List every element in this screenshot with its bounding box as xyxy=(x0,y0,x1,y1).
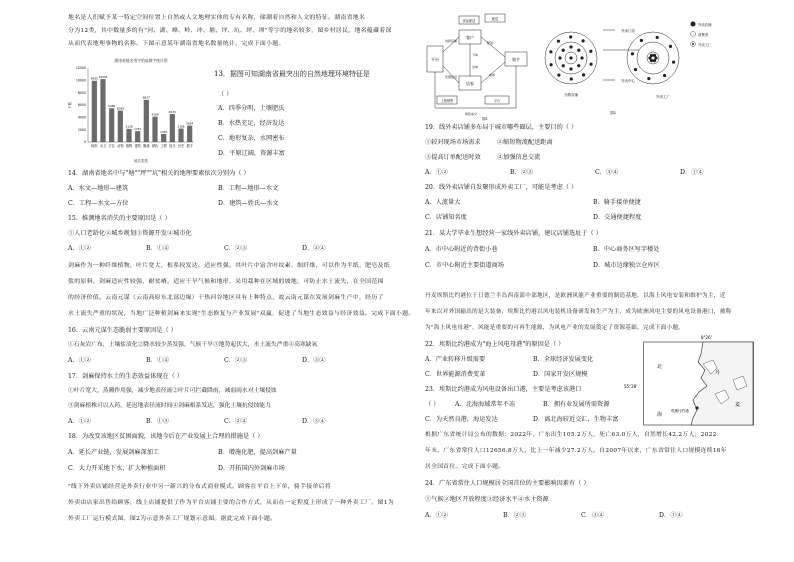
svg-text:出单: 出单 xyxy=(472,65,479,69)
chart-ytick-label: 10000 xyxy=(75,78,86,83)
q16-items: ①石灰岩广布，土壤盐渍化②降水较少蒸发强，气候干旱③地势起伏大，水土流失严重④高寒缺氧 xyxy=(68,342,318,348)
q23-option-b[interactable]: B．拥有业发展所需资源 xyxy=(543,401,610,408)
chart-value-label: 2186 xyxy=(177,124,185,129)
map-port-label: 埃斯比约港 xyxy=(671,409,689,413)
store-dot xyxy=(558,56,561,59)
q24-option-a[interactable]: A．①② xyxy=(425,512,449,519)
svg-text:平台: 平台 xyxy=(493,99,501,103)
q20-option-a[interactable]: A．人流量大 xyxy=(425,199,461,206)
q16-option-c[interactable]: C．②③ xyxy=(224,357,248,364)
q15-option-d[interactable]: D．②④ xyxy=(302,245,326,252)
chart-ytick-label: 12000 xyxy=(75,66,86,71)
q17-stem: 17．剑麻保持水土的生态效益体现在（ ） xyxy=(68,373,184,380)
chart-ytick-label: 0 xyxy=(83,140,86,145)
svg-text:外卖店铺: 外卖店铺 xyxy=(698,23,712,27)
chart-category-label: 地形 xyxy=(91,144,98,148)
q24-option-d[interactable]: D．①④ xyxy=(659,512,683,519)
figure-1-delivery-model xyxy=(425,12,545,120)
store-dot xyxy=(562,49,565,52)
passage3-line-1: "线下外卖店铺经营是外卖行业中另一新兴的分布式商业模式。顾客在平台上下单，骑手接单后将 xyxy=(68,484,332,490)
passage4-line-1: 丹麦埃斯比约港位于日德兰半岛西南部中部地区，是欧洲风能产业重要的制造基地，以海上风电安装和维护为主，近 xyxy=(425,293,726,299)
q14-option-c[interactable]: C．工程—水文—方位 xyxy=(68,200,129,207)
q15-items: ①人口老龄化②城乡规划③资源开发④城市化 xyxy=(68,230,192,237)
q24-stem: 24．广东省常住人口规模居全国首位的主要影响因素有（ ） xyxy=(425,480,590,487)
place-name-bar-chart xyxy=(68,54,198,166)
passage4-line-3: 为"海上风电母港"。风能是重要的可再生能源，为风电产业的发展奠定了资源基础。完成下面小题。 xyxy=(425,325,685,331)
chart-value-label: 4109 xyxy=(151,112,159,117)
svg-text:平台: 平台 xyxy=(431,57,439,62)
map-land-char: 丹 xyxy=(715,370,721,376)
store-dot xyxy=(650,54,653,57)
q19-item-3: ③提高订单配送时效 xyxy=(425,154,481,161)
chart-value-label: 2654 xyxy=(186,121,194,126)
chart-category-label: 姓氏 xyxy=(169,144,176,148)
q23-option-a[interactable]: A．北海海域常年不冻 xyxy=(455,401,516,408)
map-country-char: 麦 xyxy=(735,402,741,408)
chart-ytick-label: 4000 xyxy=(77,115,86,120)
q18-option-c[interactable]: C．大力开采地下水，扩大种植面积 xyxy=(68,465,166,472)
q18-stem: 18．为改变该地区贫困面貌，该地今后在产业发展上合理的措施是（ ） xyxy=(68,433,264,440)
map-sea: 海 xyxy=(657,412,663,418)
svg-text:接单: 接单 xyxy=(489,73,496,77)
q17-option-b[interactable]: B．①③ xyxy=(146,418,170,425)
chart-title: 湖南省地名用字的高频字统计图 xyxy=(114,58,168,63)
store-dot xyxy=(569,67,572,70)
passage2-line-2: 浆的原料。剑麻适应性较强，耐贫瘠，适应干旱气候和地形，采用栽种在区域的坡地，可防止水土流失，在全国范围 xyxy=(68,279,384,285)
q17-option-c[interactable]: C．②④ xyxy=(224,418,248,425)
store-dot xyxy=(549,50,552,53)
chart-bar-9 xyxy=(170,114,175,142)
chart-bar-1 xyxy=(100,79,105,142)
chart-ytick-label: 8000 xyxy=(77,90,86,95)
q14-option-d[interactable]: D．建筑—姓氏—水文 xyxy=(218,200,279,207)
q15-stem: 15．推测地名消失的主要原因是（ ） xyxy=(68,215,171,222)
fig2-caption: 图2 xyxy=(610,111,616,115)
q17-option-a[interactable]: A．①② xyxy=(68,418,92,425)
chart-category-label: 历史 xyxy=(177,144,185,148)
intro-line-1: 地名是人们赋予某一特定空间位置上自然或人文地理实体的专有名称，储潮着自然和人文的特征。湖南省地名 xyxy=(68,15,366,21)
fig2-caption-factory: 外卖工厂 xyxy=(656,95,670,99)
svg-text:客户: 客户 xyxy=(466,35,474,40)
store-dot xyxy=(569,45,572,48)
q13-stem: 13．据图可知湖南省最突出的自然地理环境特征是 xyxy=(214,70,370,78)
passage5-line-1: 根据广东省统计局公布的数据：2022年，广东出生105.2万人，死亡63.0万人，自然增长42.2万人；2022 xyxy=(425,432,717,438)
svg-text:上报销售: 上报销售 xyxy=(440,99,454,103)
store-dot xyxy=(653,59,656,62)
label-delivery-store: 外卖门店 xyxy=(621,29,635,33)
store-dot xyxy=(663,74,666,77)
store-dot xyxy=(562,64,565,67)
store-dot xyxy=(580,56,583,59)
store-dot xyxy=(672,61,675,64)
store-dot xyxy=(577,64,580,67)
svg-text:消费者: 消费者 xyxy=(698,33,709,37)
chart-bar-11 xyxy=(187,126,192,142)
svg-text:外卖工厂: 外卖工厂 xyxy=(698,43,712,47)
chart-value-label: 2128 xyxy=(125,124,133,129)
q19-stem: 19．线外卖店铺多布局于城市哪些圈层，主要目的（ ） xyxy=(425,124,578,131)
q22-option-a[interactable]: A．产业转移升级需要 xyxy=(425,356,486,363)
svg-text:选择店铺: 选择店铺 xyxy=(445,39,458,43)
q21-option-b[interactable]: B．中心商务区写字楼处 xyxy=(593,246,660,253)
store-dot xyxy=(569,56,572,59)
q19-option-a[interactable]: A．①② xyxy=(425,169,449,176)
q23-paren: （ ） xyxy=(425,401,440,408)
chart-ytick-label: 6000 xyxy=(77,103,86,108)
q14-option-a[interactable]: A．水文—地形—建筑 xyxy=(68,185,129,192)
chart-value-label: 1305 xyxy=(160,129,168,134)
q16-option-d[interactable]: D．③④ xyxy=(302,357,326,364)
chart-category-label: 颜色 xyxy=(151,144,159,148)
store-dot xyxy=(557,74,560,77)
q16-option-b[interactable]: B．①④ xyxy=(146,357,170,364)
fig2-legend xyxy=(691,22,713,48)
passage3-line-2: 外卖由店家出售给顾客，线上店铺提供了作为平台店铺主要的合作方式，从而在一定程度上形成了一种外卖工厂。图1为 xyxy=(68,500,394,506)
q16-option-a[interactable]: A．①② xyxy=(68,357,92,364)
q14-stem: 14．湖南省地名中与"塘""坪""坑"相关的地理要素依次分别为（ ） xyxy=(68,170,250,177)
chart-bar-6 xyxy=(144,100,149,142)
svg-text:优惠信息: 优惠信息 xyxy=(445,75,458,79)
q17-items-1: ①叶片宽大，蒸腾作用强，减少地表径流②叶片可拦截降雨，减弱雨水对土壤侵蚀 xyxy=(68,388,277,394)
store-dot xyxy=(582,39,585,42)
svg-text:配送: 配送 xyxy=(487,41,494,45)
chart-bar-0 xyxy=(92,81,97,142)
chart-value-label: 1751 xyxy=(134,127,142,132)
q24-option-b[interactable]: B．②③ xyxy=(503,512,527,519)
q20-stem: 20．线外卖店铺自发聚形成外卖工厂，可能是考虑（ ） xyxy=(425,184,578,191)
intro-line-3: 从而代表地理事物的名称。下图示意某年湖南省地名数量统计。完成下面小题。 xyxy=(68,41,285,47)
q15-option-a[interactable]: A．①② xyxy=(68,245,92,252)
q19-item-1: ①较对现场市场需求 xyxy=(425,139,481,146)
map-lon: 8°26' xyxy=(701,335,712,340)
left-column xyxy=(68,0,415,562)
chart-bar-4 xyxy=(126,129,131,142)
fig2-caption-scattered: 分散店铺 xyxy=(564,93,578,97)
q18-option-b[interactable]: B．增施化肥，提高剑麻产量 xyxy=(218,449,297,456)
q18-option-a[interactable]: A．延长产业链，发展剑麻深加工 xyxy=(68,449,160,456)
label-delivery-center: 外卖中心 xyxy=(621,79,635,83)
q22-stem: 22．埃斯比约港成为"海上风电母港"的原因是（ ） xyxy=(425,341,565,348)
chart-bar-5 xyxy=(135,131,140,142)
q20-option-c[interactable]: C．店铺知名度 xyxy=(425,214,467,221)
chart-value-label: 9935 xyxy=(90,76,98,81)
port-marker xyxy=(695,406,698,409)
passage5-line-2: 年末，广东省常住人口12656.8万人，比上一年减少27.2万人。自2007年以来，广东省常住人口规模连续16年 xyxy=(425,448,727,454)
q15-option-b[interactable]: B．①④ xyxy=(146,245,170,252)
chart-category-label: 水文 xyxy=(99,144,107,148)
svg-text:骑手: 骑手 xyxy=(512,57,520,62)
q24-option-c[interactable]: C．③④ xyxy=(581,512,605,519)
q17-option-d[interactable]: D．③④ xyxy=(302,418,326,425)
q21-option-a[interactable]: A．市中心附近的背街小巷 xyxy=(425,246,498,253)
store-dot xyxy=(640,39,643,42)
chart-xlabel: 地名类型 xyxy=(134,159,148,163)
chart-ytick-label: 2000 xyxy=(77,127,86,132)
passage5-line-3: 居全国首位。完成下面小题。 xyxy=(425,464,505,470)
chart-category-label: 聚落 xyxy=(143,144,150,148)
chart-category-label: 方位 xyxy=(108,144,115,148)
store-dot xyxy=(569,35,572,38)
store-dot xyxy=(634,68,637,71)
q19-option-d[interactable]: D．①④ xyxy=(680,169,704,176)
chart-bar-8 xyxy=(161,134,166,142)
svg-text:配送: 配送 xyxy=(491,17,499,21)
chart-category-label: 植物 xyxy=(125,144,133,148)
right-column xyxy=(425,0,770,562)
q15-option-c[interactable]: C．②③ xyxy=(224,245,248,252)
q18-option-d[interactable]: D．开拓国内外剑麻市场 xyxy=(218,465,285,472)
passage4-line-2: 年来以对外国输出的是大装备，埃斯比约港以风电装机设备研发和生产为主，成为欧洲风电主要的风电设备港口，被称 xyxy=(425,309,732,315)
store-dot xyxy=(582,73,585,76)
svg-text:销售成交: 销售成交 xyxy=(465,112,478,116)
q22-option-d[interactable]: D．国家开发区规模 xyxy=(533,371,588,378)
chart-category-label: 工程 xyxy=(160,144,167,148)
q23-option-d[interactable]: D．离北海较近交汇，生物丰富 xyxy=(533,416,619,423)
store-dot xyxy=(631,52,634,55)
chart-value-label: 10203 xyxy=(98,74,108,79)
store-dot xyxy=(577,49,580,52)
chart-bar-10 xyxy=(178,129,183,142)
q22-option-c[interactable]: C．世界能源消费变革 xyxy=(425,371,486,378)
q22-option-b[interactable]: B．全球经济发展变化 xyxy=(533,356,594,363)
store-dot xyxy=(557,40,560,43)
svg-text:食品配送: 食品配送 xyxy=(462,19,476,23)
store-dot xyxy=(647,77,650,80)
q13-option-a[interactable]: A．四季分明，土壤肥沃 xyxy=(218,105,285,112)
svg-text:店家: 店家 xyxy=(466,81,474,86)
passage2-line-1: 剑麻作为一种纤维植物，叶片宽大，根系较发达，适应性强。其叶片中富含叶纹素、细纤维，可以作为半纸、肥皂及纸 xyxy=(68,263,390,269)
chart-category-label: 建筑 xyxy=(134,144,141,148)
q19-item-4: ④加强信息交流 xyxy=(497,154,541,161)
svg-text:下单: 下单 xyxy=(472,53,479,57)
chart-value-label: 5089 xyxy=(116,106,124,111)
q13-option-b[interactable]: B．水热充足，经济发达 xyxy=(218,120,285,127)
store-dot xyxy=(589,63,592,66)
chart-value-label: 6827 xyxy=(142,95,150,100)
store-dot xyxy=(656,36,659,39)
q17-items-2: ③剑麻植株可以入药，延迟地表径流时间④剑麻根系发达，强化土壤抗侵蚀能力 xyxy=(68,403,271,409)
chart-bar-3 xyxy=(118,111,123,142)
denmark-map xyxy=(624,334,755,426)
ring-outer-right xyxy=(627,32,679,84)
chart-value-label: 4525 xyxy=(168,109,176,114)
store-dot xyxy=(550,63,553,66)
q20-option-b[interactable]: B．骑手接单便捷 xyxy=(593,199,641,206)
store-dot xyxy=(570,77,573,80)
q21-option-d[interactable]: D．城市边缘独立仓库区 xyxy=(593,262,660,269)
q21-option-c[interactable]: C．市中心附近主要街道商场 xyxy=(425,262,504,269)
chart-category-label: 数字 xyxy=(186,144,193,148)
chart-bar-2 xyxy=(109,108,114,142)
q24-items: ①气候②地区开放程度③经济水平④水土资源 xyxy=(425,496,549,503)
q13-option-d[interactable]: D．平原辽阔，资源丰富 xyxy=(218,150,285,157)
store-dot xyxy=(589,50,592,53)
q21-stem: 21．某大学毕业生想经营一家线外卖店铺，建议店铺选址于（ ） xyxy=(425,230,602,237)
q13-paren: （ ） xyxy=(218,91,233,98)
intro-line-2: 分为12类，其中数量多的有"河、湖、峰、岭、冲、塘、坪、坑、坪、圳"等字的地名较多，图乡村居民。地名蕴藏着深 xyxy=(68,28,392,34)
chart-value-label: 5468 xyxy=(108,104,116,109)
q14-option-b[interactable]: B．工程—地形—水文 xyxy=(218,185,279,192)
map-north: 北 xyxy=(657,364,663,370)
passage2-line-4: 水土流失严重的状况，当地广泛种植剑麻来实现"生态修复与产业发展"双赢，促进了当地生态效益与经济效益。完成下面小题。 xyxy=(68,311,415,317)
q19-option-c[interactable]: C．③④ xyxy=(595,169,619,176)
q23-option-c[interactable]: C．为天然良港，海运发达 xyxy=(425,416,498,423)
q16-stem: 16．云南元谋生态脆弱主要原因是（ ） xyxy=(68,327,177,334)
figure-2-delivery-factory xyxy=(543,10,743,120)
q19-option-b[interactable]: B．②③ xyxy=(510,169,534,176)
chart-category-label: 动物 xyxy=(117,144,124,148)
fig1-caption: 图1 xyxy=(482,117,488,121)
q13-option-c[interactable]: C．地形复杂，水网密布 xyxy=(218,135,285,142)
q20-option-d[interactable]: D．交通便捷程度 xyxy=(593,214,642,221)
q23-stem: 23．埃斯比约港成为风电设备出口港，主要是考虑该港口 xyxy=(425,386,582,393)
store-dot xyxy=(653,54,656,57)
map-lat: 55°28' xyxy=(624,384,638,389)
chart-bar-7 xyxy=(152,117,157,142)
chart-ylabel: 个数 xyxy=(68,102,72,109)
passage3-line-3: 外卖工厂运行模式图，图2为示意外卖工厂规划示意图。据此完成下面小题。 xyxy=(68,516,277,522)
passage2-line-3: 的经济价值。云南元谋（云南高原东北部边缘）干热河谷地区具有上种特点，故云南元谋在发展剑麻生产中，经历了 xyxy=(68,295,384,301)
store-dot xyxy=(669,45,672,48)
q19-item-2: ②缩短物流配送距离 xyxy=(497,139,553,146)
